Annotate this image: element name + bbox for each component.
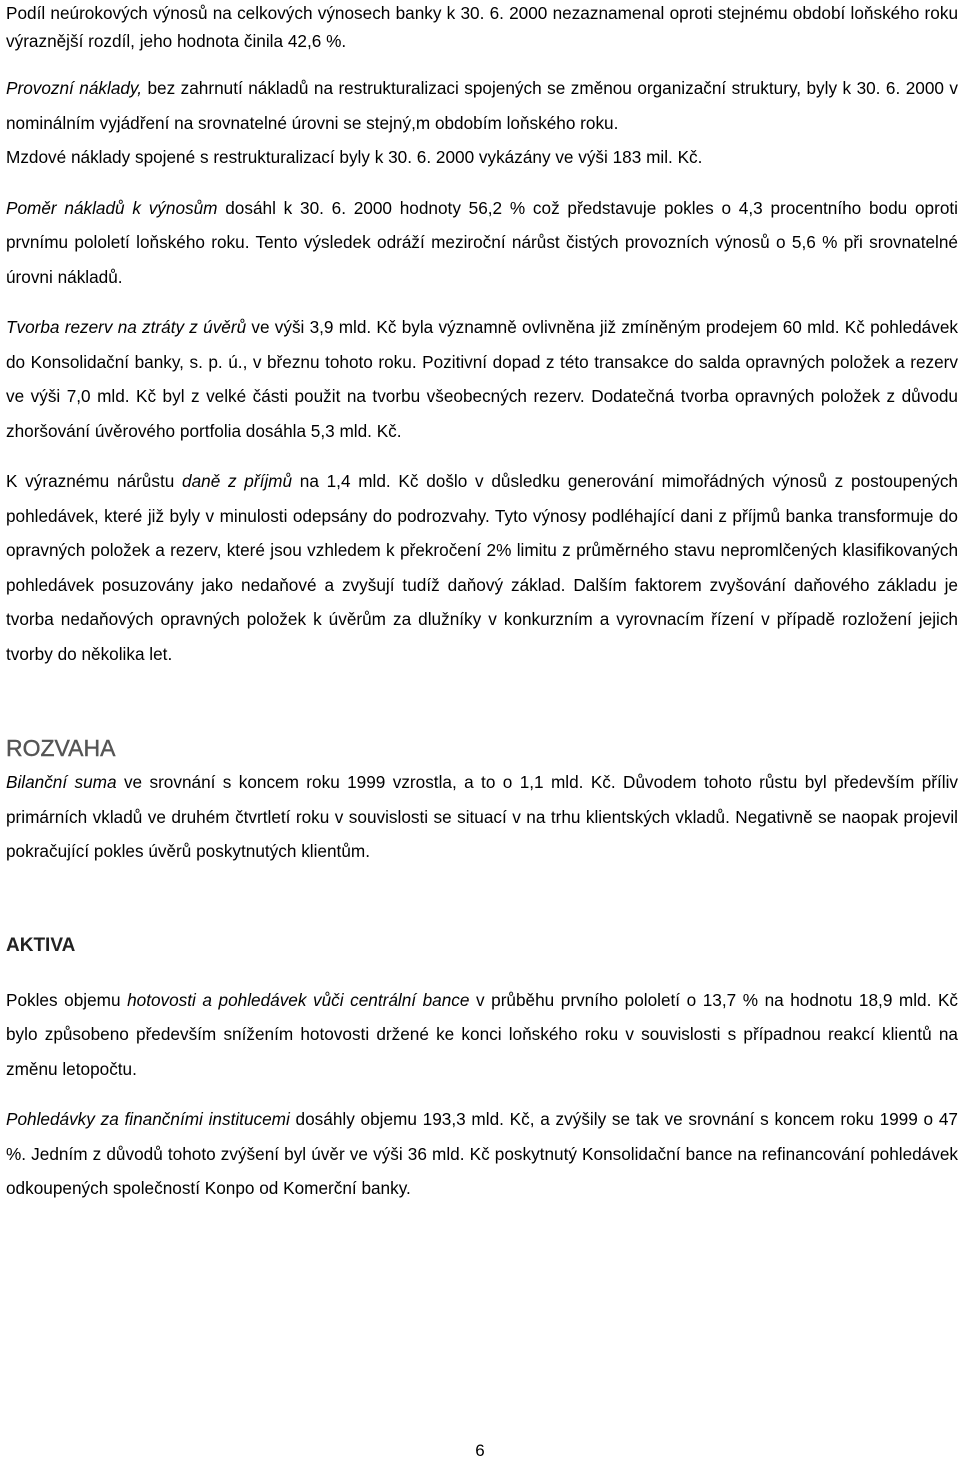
- paragraph-noninterest-income: [6, 0, 958, 55]
- heading-rozvaha: ROZVAHA: [6, 735, 116, 761]
- paragraph-text: bez zahrnutí nákladů na restrukturalizaci spojených se změnou organizační struktury, byly k 30. 6. 2000 v nominálním vyjádření na srovnatelné úrovni se stejný,m obdobím loňského roku.: [6, 78, 958, 133]
- paragraph-text: Mzdové náklady spojené s restrukturalizací byly k 30. 6. 2000 vykázány ve výši 183 mil. Kč.: [6, 147, 703, 167]
- paragraph-text: K výraznému nárůstu: [6, 471, 183, 491]
- paragraph-financial-institutions: [6, 1102, 958, 1206]
- paragraph-text: Podíl neúrokových výnosů na celkových výnosech banky k 30. 6. 2000 nezaznamenal oproti stejnému období loňského roku výraznější rozdíl, jeho hodnota činila 42,6 %.: [6, 3, 958, 51]
- term-operating-costs: Provozní náklady,: [6, 78, 143, 98]
- term-cost-income-ratio: Poměr nákladů k výnosům: [6, 197, 218, 218]
- paragraph-text: ve srovnání s koncem roku 1999 vzrostla, a to o 1,1 mld. Kč. Důvodem tohoto růstu byl především příliv primárních vkladů ve druhém čtvrtletí roku v souvislosti se situací v na trhu klientských vkladů. Negativně se naopak projevil pokračující pokles úvěrů poskytnutých klientům.: [6, 772, 958, 861]
- term-loan-provisions: Tvorba rezerv na ztráty z úvěrů: [6, 317, 247, 337]
- paragraph-loan-provisions: [6, 310, 958, 448]
- paragraph-cash-central-bank: [6, 983, 958, 1087]
- paragraph-text: na 1,4 mld. Kč došlo v důsledku generování mimořádných výnosů z postoupených pohledávek, které již byly v minulosti odepsány do podrozvahy. Tyto výnosy podléhající dani z příjmů banka transformuje do opravných položek a rezerv, které jsou vzhledem k překročení 2% limitu z průměrného stavu nepromlčených klasifikovaných pohledávek posuzovány jako nedaňové a zvyšují tudíž daňový základ. Dalším faktorem zvyšování daňového základu je tvorba nedaňových opravných položek k úvěrům za dlužníky v konkurzním a vyrovnacím řízení v případě rozložení jejich tvorby do několika let.: [6, 471, 958, 664]
- term-balance-sheet-total: Bilanční suma: [6, 772, 117, 792]
- paragraph-text: dosáhly objemu 193,3 mld. Kč, a zvýšily se tak ve srovnání s koncem roku 1999 o 47 %. Jedním z důvodů tohoto zvýšení byl úvěr ve výši 36 mld. Kč poskytnutý Konsolidační bance na refinancování pohledávek odkoupených společností Konpo od Komerční banky.: [6, 1109, 958, 1198]
- paragraph-text: ve výši 3,9 mld. Kč byla významně ovlivněna již zmíněným prodejem 60 mld. Kč pohledávek do Konsolidační banky, s. p. ú., v březnu tohoto roku. Pozitivní dopad z této transakce do salda opravných položek a rezerv ve výši 7,0 mld. Kč byl z velké části použit na tvorbu všeobecných rezerv. Dodatečná tvorba opravných položek z důvodu zhoršování úvěrového portfolia dosáhla 5,3 mld. Kč.: [6, 317, 958, 441]
- paragraph-text: dosáhl k 30. 6. 2000 hodnoty 56,2 % což představuje pokles o 4,3 procentního bodu oproti prvnímu pololetí loňského roku. Tento výsledek odráží meziroční nárůst čistých provozních výnosů o 5,6 % při srovnatelné úrovni nákladů.: [6, 197, 958, 287]
- paragraph-cost-income-ratio: [6, 191, 958, 295]
- paragraph-text: Pokles objemu: [6, 989, 128, 1010]
- heading-aktiva: AKTIVA: [6, 934, 76, 956]
- paragraph-text: v průběhu prvního pololetí o 13,7 % na hodnotu 18,9 mld. Kč bylo způsobeno především snížením hotovosti držené ke konci loňského roku v souvislosti s případnou reakcí klientů na změnu letopočtu.: [6, 989, 959, 1079]
- term-cash-central-bank: hotovosti a pohledávek vůči centrální bance: [127, 989, 470, 1010]
- paragraph-operating-costs: [6, 71, 958, 175]
- page-number: 6: [475, 1441, 485, 1460]
- paragraph-income-tax: [6, 464, 958, 671]
- term-financial-institutions: Pohledávky za finančními institucemi: [6, 1109, 290, 1129]
- term-income-tax: daně z příjmů: [182, 471, 293, 491]
- paragraph-balance-sheet-total: [6, 765, 958, 869]
- document-page: [6, 0, 958, 1206]
